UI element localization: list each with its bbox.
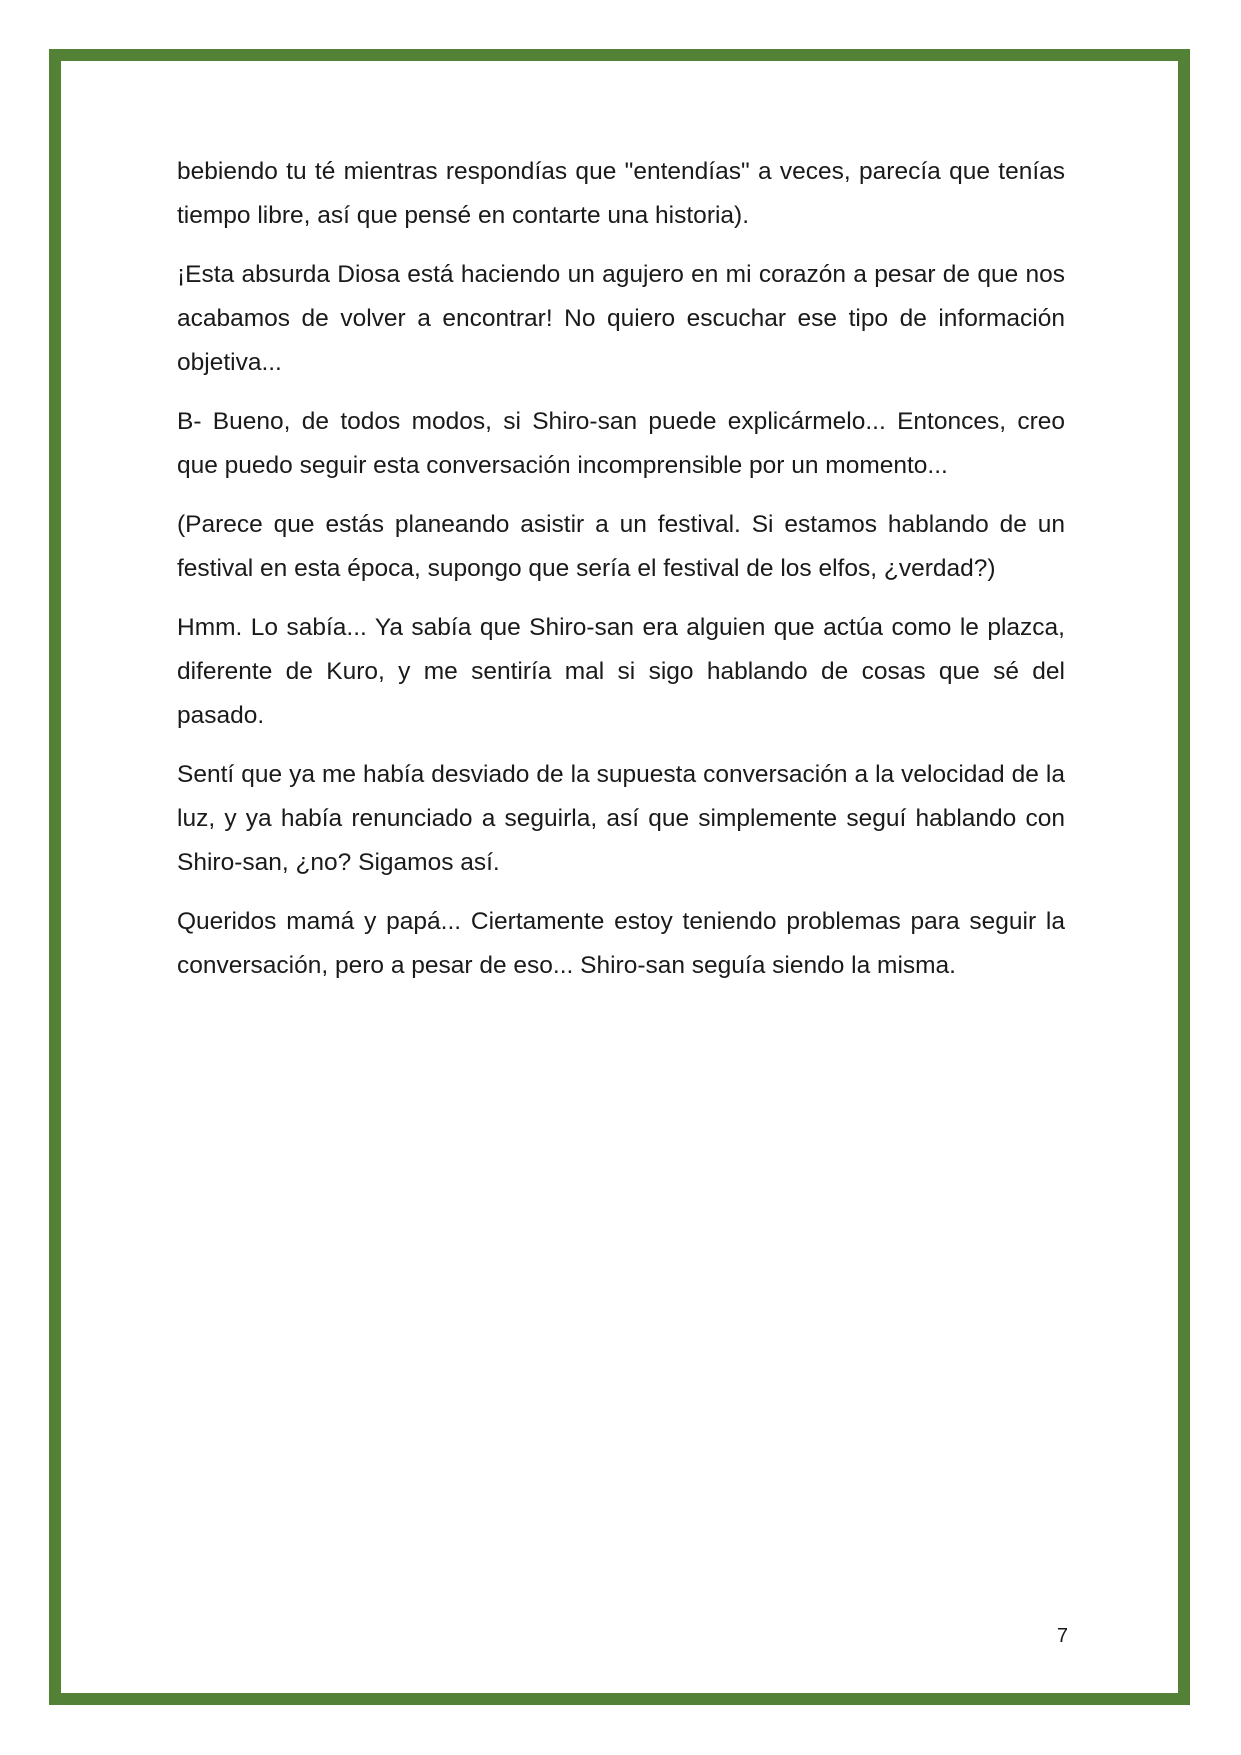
paragraph: Hmm. Lo sabía... Ya sabía que Shiro-san era alguien que actúa como le plazca, diferente de Kuro, y me sentiría mal si sigo hablando de cosas que sé del pasado. [177, 614, 1065, 729]
page-number: 7 [1056, 1625, 1068, 1647]
paragraph: ¡Esta absurda Diosa está haciendo un agujero en mi corazón a pesar de que nos acabamos de volver a encontrar! No quiero escuchar ese tipo de información objetiva... [177, 261, 1065, 376]
paragraph: B- Bueno, de todos modos, si Shiro-san puede explicármelo... Entonces, creo que puedo seguir esta conversación incomprensible por un momento... [177, 408, 1065, 479]
paragraph: bebiendo tu té mientras respondías que "entendías" a veces, parecía que tenías tiempo libre, así que pensé en contarte una historia). [177, 158, 1065, 229]
paragraph: (Parece que estás planeando asistir a un festival. Si estamos hablando de un festival en esta época, supongo que sería el festival de los elfos, ¿verdad?) [177, 511, 1065, 582]
paragraph: Sentí que ya me había desviado de la supuesta conversación a la velocidad de la luz, y ya había renunciado a seguirla, así que simplemente seguí hablando con Shiro-san, ¿no? Sigamos así. [177, 761, 1065, 876]
paragraph: Queridos mamá y papá... Ciertamente estoy teniendo problemas para seguir la conversación, pero a pesar de eso... Shiro-san seguía siendo la misma. [177, 908, 1065, 979]
document-body [177, 150, 1065, 1003]
